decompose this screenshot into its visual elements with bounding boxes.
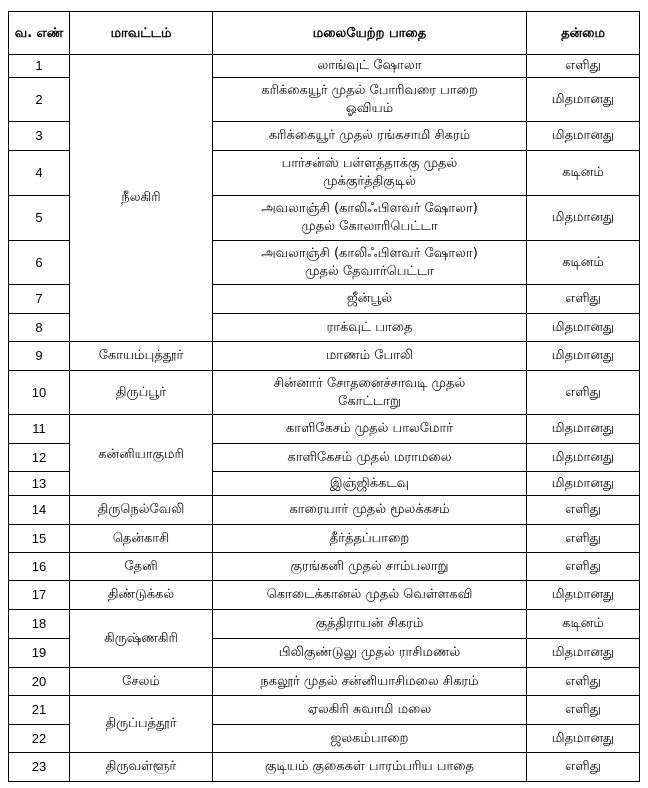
- row-number: 22: [9, 725, 70, 753]
- row-number: 23: [9, 753, 70, 782]
- difficulty-cell: எளிது: [527, 668, 640, 696]
- trek-path-cell: ஏலகிரி சுவாமி மலை: [213, 696, 527, 725]
- row-number: 2: [9, 78, 70, 122]
- table-row: [9, 525, 640, 553]
- trek-path-cell: இஞ்ஜிக்கடவு: [213, 472, 527, 496]
- trek-path-cell: குத்திராயன் சிகரம்: [213, 610, 527, 639]
- difficulty-cell: மிதமானது: [527, 122, 640, 151]
- district-cell: திண்டுக்கல்: [70, 581, 213, 610]
- district-cell: திருப்பூர்: [70, 371, 213, 415]
- district-cell: திருநெல்வேலி: [70, 496, 213, 525]
- difficulty-cell: கடினம்: [527, 151, 640, 196]
- difficulty-cell: மிதமானது: [527, 342, 640, 371]
- difficulty-cell: எளிது: [527, 55, 640, 78]
- row-number: 8: [9, 314, 70, 342]
- row-number: 7: [9, 285, 70, 314]
- trek-path-cell: [213, 241, 527, 285]
- table-row: [9, 553, 640, 581]
- difficulty-cell: மிதமானது: [527, 725, 640, 753]
- trek-path-line: முக்குர்த்திகுடில்: [323, 174, 416, 189]
- row-number: 9: [9, 342, 70, 371]
- row-number: 12: [9, 444, 70, 472]
- table-row: [9, 753, 640, 782]
- trek-path-line: முதல் கோலாரிபெட்டா: [301, 219, 438, 234]
- trek-path-line: ஓவியம்: [345, 100, 394, 116]
- trek-path-cell: குரங்கனி முதல் சாம்பலாறு: [213, 553, 527, 581]
- trek-path-line: கரிக்கையூர் முதல் போரிவரை பாறை: [261, 82, 478, 98]
- row-number: 11: [9, 415, 70, 444]
- district-cell: திருவள்ளூர்: [70, 753, 213, 782]
- header-row: [9, 12, 640, 55]
- row-number: 6: [9, 241, 70, 285]
- row-number: 21: [9, 696, 70, 725]
- row-number: 16: [9, 553, 70, 581]
- header-trek-path: மலையேற்ற பாதை: [213, 12, 527, 55]
- table-row: [9, 342, 640, 371]
- district-cell: திருப்பத்தூர்: [70, 696, 213, 753]
- district-cell: தேனி: [70, 553, 213, 581]
- trek-path-cell: குடியம் குகைகள் பாரம்பரிய பாதை: [213, 753, 527, 782]
- trek-path-cell: [213, 196, 527, 241]
- trek-path-line: கோட்டாறு: [338, 393, 401, 409]
- difficulty-cell: எளிது: [527, 753, 640, 782]
- row-number: 13: [9, 472, 70, 496]
- district-cell: கிருஷ்ணகிரி: [70, 610, 213, 668]
- trek-path-line: சின்னார் சோதனைச்சாவடி முதல்: [273, 375, 466, 391]
- trek-path-cell: காளிகேசம் முதல் பாலமோர்: [213, 415, 527, 444]
- row-number: 3: [9, 122, 70, 151]
- table-row: [9, 415, 640, 444]
- difficulty-cell: மிதமானது: [527, 472, 640, 496]
- row-number: 4: [9, 151, 70, 196]
- trek-path-cell: [213, 78, 527, 122]
- trek-path-cell: [213, 151, 527, 196]
- table-row: [9, 696, 640, 725]
- difficulty-cell: மிதமானது: [527, 314, 640, 342]
- difficulty-cell: மிதமானது: [527, 581, 640, 610]
- trek-path-cell: கரிக்கையூர் முதல் ரங்கசாமி சிகரம்: [213, 122, 527, 151]
- difficulty-cell: எளிது: [527, 553, 640, 581]
- table-row: [9, 610, 640, 639]
- trek-path-cell: காளிகேசம் முதல் மராமலை: [213, 444, 527, 472]
- trek-path-cell: தீர்த்தப்பாறை: [213, 525, 527, 553]
- trek-path-line: அவலாஞ்சி (காலிஃபிளவர் ஷோலா): [261, 201, 478, 216]
- table-row: [9, 581, 640, 610]
- header-nature: தன்மை: [527, 12, 640, 55]
- district-cell: கோயம்புத்தூர்: [70, 342, 213, 371]
- table-body: [9, 55, 640, 782]
- row-number: 5: [9, 196, 70, 241]
- row-number: 19: [9, 639, 70, 668]
- difficulty-cell: எளிது: [527, 285, 640, 314]
- trek-path-cell: நகலூர் முதல் சன்னியாசிமலை சிகரம்: [213, 668, 527, 696]
- difficulty-cell: எளிது: [527, 371, 640, 415]
- header-district: மாவட்டம்: [70, 12, 213, 55]
- difficulty-cell: கடினம்: [527, 241, 640, 285]
- row-number: 10: [9, 371, 70, 415]
- district-cell: தென்காசி: [70, 525, 213, 553]
- trek-path-cell: ராக்வுட் பாதை: [213, 314, 527, 342]
- trek-path-cell: கொடைக்கானல் முதல் வெள்ளகவி: [213, 581, 527, 610]
- difficulty-cell: மிதமானது: [527, 78, 640, 122]
- trek-path-cell: ஜீன்பூல்: [213, 285, 527, 314]
- row-number: 15: [9, 525, 70, 553]
- difficulty-cell: எளிது: [527, 696, 640, 725]
- difficulty-cell: மிதமானது: [527, 196, 640, 241]
- row-number: 17: [9, 581, 70, 610]
- table-row: [9, 371, 640, 415]
- district-cell: நீலகிரி: [70, 55, 213, 342]
- difficulty-cell: கடினம்: [527, 610, 640, 639]
- district-cell: கன்னியாகுமரி: [70, 415, 213, 496]
- trek-path-cell: லாங்வுட் ஷோலா: [213, 55, 527, 78]
- trekking-routes-table: [8, 11, 640, 782]
- table-row: [9, 55, 640, 78]
- trek-path-cell: [213, 371, 527, 415]
- trek-path-cell: மாணம் போலி: [213, 342, 527, 371]
- table-row: [9, 496, 640, 525]
- trek-path-line: பார்சன்ஸ் பள்ளத்தாக்கு முதல்: [281, 156, 458, 171]
- row-number: 1: [9, 55, 70, 78]
- difficulty-cell: மிதமானது: [527, 415, 640, 444]
- header-sno: வ. எண்: [9, 12, 70, 55]
- difficulty-cell: எளிது: [527, 496, 640, 525]
- trek-path-line: முதல் தேவார்பெட்டா: [305, 263, 434, 279]
- row-number: 14: [9, 496, 70, 525]
- row-number: 20: [9, 668, 70, 696]
- table-row: [9, 668, 640, 696]
- trek-path-cell: ஜலகம்பாறை: [213, 725, 527, 753]
- difficulty-cell: எளிது: [527, 525, 640, 553]
- difficulty-cell: மிதமானது: [527, 444, 640, 472]
- district-cell: சேலம்: [70, 668, 213, 696]
- trek-path-cell: காரையார் முதல் மூலக்கசம்: [213, 496, 527, 525]
- difficulty-cell: மிதமானது: [527, 639, 640, 668]
- row-number: 18: [9, 610, 70, 639]
- trek-path-cell: பிலிகுண்டுலு முதல் ராசிமணல்: [213, 639, 527, 668]
- trek-path-line: அவலாஞ்சி (காலிஃபிளவர் ஷோலா): [261, 245, 478, 261]
